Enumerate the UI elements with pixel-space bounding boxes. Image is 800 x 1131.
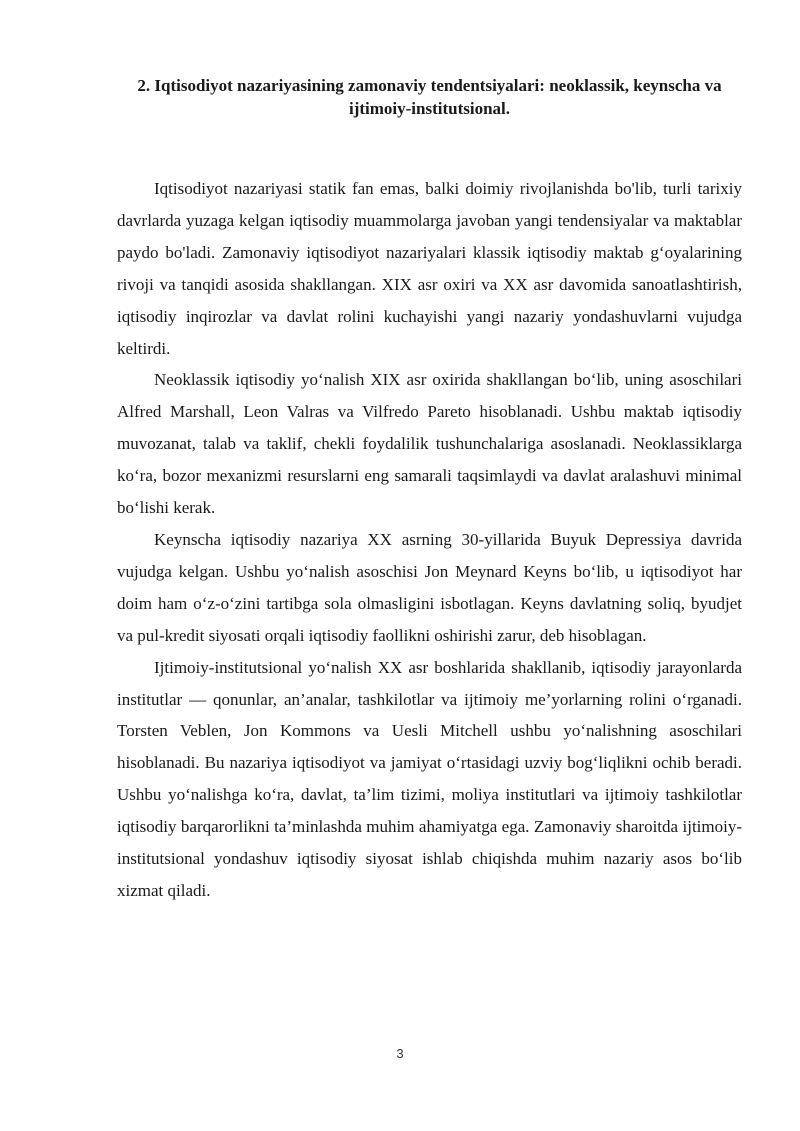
document-page xyxy=(117,74,742,907)
section-title: 2. Iqtisodiyot nazariyasining zamonaviy tendentsiyalari: neoklassik, keynscha va ijtimoiy-institutsional. xyxy=(137,76,722,118)
page-number: 3 xyxy=(396,1046,404,1061)
body-text xyxy=(117,173,742,907)
paragraph-keynesian: Keynscha iqtisodiy nazariya XX asrning 30-yillarida Buyuk Depressiya davrida vujudga kelgan. Ushbu yo‘nalish asoschisi Jon Meynard Keyns bo‘lib, u iqtisodiyot har doim ham o‘z-o‘zini tartibga sola olmasligini isbotlagan. Keyns davlatning soliq, byudjet va pul-kredit siyosati orqali iqtisodiy faollikni oshirishi zarur, deb hisoblagan. xyxy=(117,529,742,645)
paragraph-intro: Iqtisodiyot nazariyasi statik fan emas, balki doimiy rivojlanishda bo'lib, turli tarixiy davrlarda yuzaga kelgan iqtisodiy muammolarga javoban yangi tendensiyalar va maktablar paydo bo'ladi. Zamonaviy iqtisodiyot nazariyalari klassik iqtisodiy maktab g‘oyalarining rivoji va tanqidi asosida shakllangan. XIX asr oxiri va XX asr davomida sanoatlashtirish, iqtisodiy inqirozlar va davlat rolini kuchayishi yangi nazariy yondashuvlarni vujudga keltirdi. xyxy=(117,179,742,358)
paragraph-institutional: Ijtimoiy-institutsional yo‘nalish XX asr boshlarida shakllanib, iqtisodiy jarayonlarda institutlar — qonunlar, an’analar, tashkilotlar va ijtimoiy me’yorlarning rolini o‘rganadi. Torsten Veblen, Jon Kommons va Uesli Mitchell ushbu yo‘nalishning asoschilari hisoblanadi. Bu nazariya iqtisodiyot va jamiyat o‘rtasidagi uzviy bog‘liqlikni ochib beradi. Ushbu yo‘nalishga ko‘ra, davlat, ta’lim tizimi, moliya institutlari va ijtimoiy tashkilotlar iqtisodiy barqarorlikni ta’minlashda muhim ahamiyatga ega. Zamonaviy sharoitda ijtimoiy-institutsional yondashuv iqtisodiy siyosat ishlab chiqishda muhim nazariy asos bo‘lib xizmat qiladi. xyxy=(117,657,742,900)
paragraph-neoclassical: Neoklassik iqtisodiy yo‘nalish XIX asr oxirida shakllangan bo‘lib, uning asoschilari Alfred Marshall, Leon Valras va Vilfredo Pareto hisoblanadi. Ushbu maktab iqtisodiy muvozanat, talab va taklif, chekli foydalilik tushunchalariga asoslanadi. Neoklassiklarga ko‘ra, bozor mexanizmi resurslarni eng samarali taqsimlaydi va davlat aralashuvi minimal bo‘lishi kerak. xyxy=(117,370,742,518)
